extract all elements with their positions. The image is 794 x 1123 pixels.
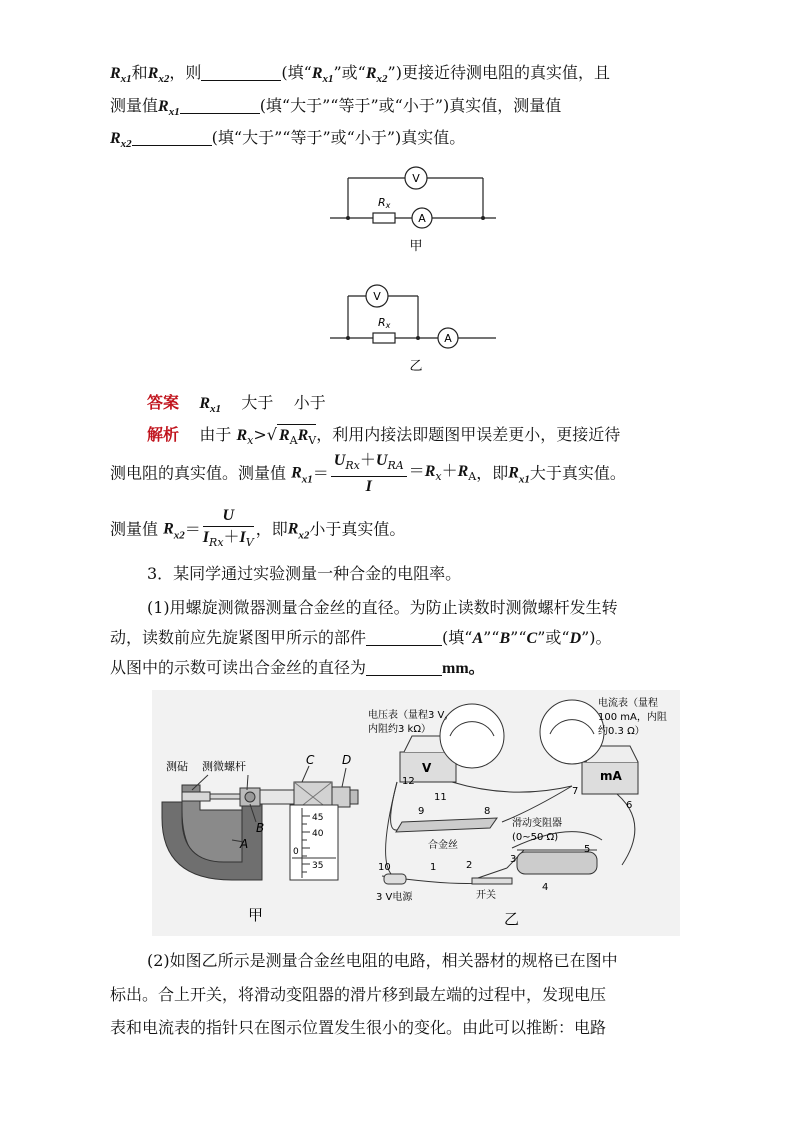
terminal-11: 11 [434, 792, 447, 803]
rx-label: Rx [378, 196, 391, 210]
switch-label: 开关 [476, 890, 496, 901]
circuit-diagrams [318, 150, 518, 382]
q3-p2-line-2: 标出。合上开关，将滑动变阻器的滑片移到最左端的过程中，发现电压 [110, 985, 607, 1004]
q2-line-1: $R_{x1}$和$R_{x2}$，则 (填“$R_{x1}$”或“$R_{x2}$”)更接近待测电阻的真实值，且 [110, 63, 610, 86]
caption-apparatus: 乙 [504, 910, 520, 928]
rheostat-label-2: (0~50 Ω) [512, 832, 559, 843]
answer-line: 答案 $R_{x1}$ 大于 小于 [147, 393, 326, 416]
scale-0: 0 [293, 847, 299, 857]
voltmeter-face-label: V [422, 761, 432, 775]
ammeter-spec-3: 约0.3 Ω） [598, 726, 645, 737]
experiment-figure [152, 690, 680, 936]
terminal-4: 4 [542, 882, 549, 893]
answer-blank-3[interactable] [132, 129, 212, 146]
scale-45: 45 [312, 813, 324, 823]
answer-blank-1[interactable] [201, 64, 281, 81]
alloy-wire-label: 合金丝 [428, 840, 458, 851]
ammeter-symbol: A [444, 332, 452, 345]
anvil-label: 测砧 [166, 760, 188, 773]
q3-p1-line-3: 从图中的示数可读出合金丝的直径为 mm。 [110, 658, 485, 677]
terminal-1: 1 [430, 862, 437, 873]
rheostat-label-1: 滑动变阻器 [512, 818, 562, 829]
junction-dot [481, 216, 485, 220]
ammeter-symbol: A [418, 212, 426, 225]
terminal-7: 7 [572, 786, 579, 797]
terminal-2: 2 [466, 860, 473, 871]
analysis-line-2: 测电阻的真实值。测量值 $R_{x1}=$ $\frac{U_{Rx}+U_{RA}}{I}$ $=R_x+R_A$，即$R_{x1}$大于真实值。 [110, 450, 626, 496]
answer-value-3: 小于 [293, 393, 326, 412]
ammeter-spec-2: 100 mA，内阻 [598, 712, 667, 723]
part-d-label: D [342, 753, 352, 767]
analysis-line-3: 测量值 $R_{x2}=$ $\frac{U}{I_{Rx}+I_V}$ ，即$R_{x2}$小于真实值。 [110, 506, 405, 553]
q2-line-3: $R_{x2}$ (填“大于”“等于”或“小于”)真实值。 [110, 128, 466, 151]
fraction-rx2: $\frac{U}{I_{Rx}+I_V}$ [202, 507, 254, 550]
question-3-title: 3．某同学通过实验测量一种合金的电阻率。 [147, 564, 462, 583]
terminal-6: 6 [626, 800, 633, 811]
terminal-12: 12 [402, 776, 415, 787]
q3-p1-line-2: 动，读数前应先旋紧图甲所示的部件 (填“A”“B”“C”或“D”)。 [110, 628, 612, 647]
voltmeter-symbol: V [412, 172, 420, 185]
caption-a: 甲 [409, 239, 423, 254]
voltmeter-spec-2: 内阻约3 kΩ） [368, 724, 431, 735]
terminal-8: 8 [484, 806, 491, 817]
terminal-5: 5 [584, 844, 591, 855]
scale-40: 40 [312, 829, 324, 839]
answer-label: 答案 [147, 393, 180, 412]
ammeter-face-label: mA [600, 769, 622, 783]
voltmeter-symbol: V [373, 290, 381, 303]
junction-dot [416, 336, 420, 340]
junction-dot [346, 336, 350, 340]
voltmeter-spec-1: 电压表（量程3 V， [368, 710, 455, 721]
fraction-rx1: $\frac{U_{Rx}+U_{RA}}{I}$ [331, 450, 407, 497]
q3-p1-line-1: (1)用螺旋测微器测量合金丝的直径。为防止读数时测微螺杆发生转 [147, 598, 618, 617]
caption-b: 乙 [409, 359, 423, 374]
answer-blank-part[interactable] [366, 629, 442, 646]
scale-35: 35 [312, 861, 324, 871]
answer-value-2: 大于 [241, 393, 274, 412]
q3-p2-line-3: 表和电流表的指针只在图示位置发生很小的变化。由此可以推断：电路 [110, 1018, 607, 1037]
analysis-label: 解析 [147, 425, 180, 444]
part-a-label: A [240, 837, 249, 851]
spindle-label: 测微螺杆 [202, 760, 246, 773]
q2-line-2: 测量值$R_{x1}$ (填“大于”“等于”或“小于”)真实值，测量值 [110, 96, 562, 119]
circuit-b [330, 285, 496, 348]
terminal-10: 10 [378, 862, 391, 873]
q3-p2-line-1: (2)如图乙所示是测量合金丝电阻的电路，相关器材的规格已在图中 [147, 951, 618, 970]
answer-blank-diameter[interactable] [366, 659, 442, 676]
power-label: 3 V电源 [376, 892, 413, 903]
caption-micrometer: 甲 [248, 906, 264, 924]
answer-blank-2[interactable] [180, 97, 260, 114]
part-c-label: C [306, 753, 315, 767]
rx-label: Rx [378, 316, 391, 330]
terminal-3: 3 [510, 854, 517, 865]
ammeter-spec-1: 电流表（量程 [598, 698, 658, 709]
analysis-line-1: 解析 由于 $R_x>√$ $R_AR_V$，利用内接法即题图甲误差更小，更接近待 [147, 425, 621, 448]
terminal-9: 9 [418, 806, 425, 817]
part-b-label: B [256, 821, 265, 835]
junction-dot [346, 216, 350, 220]
